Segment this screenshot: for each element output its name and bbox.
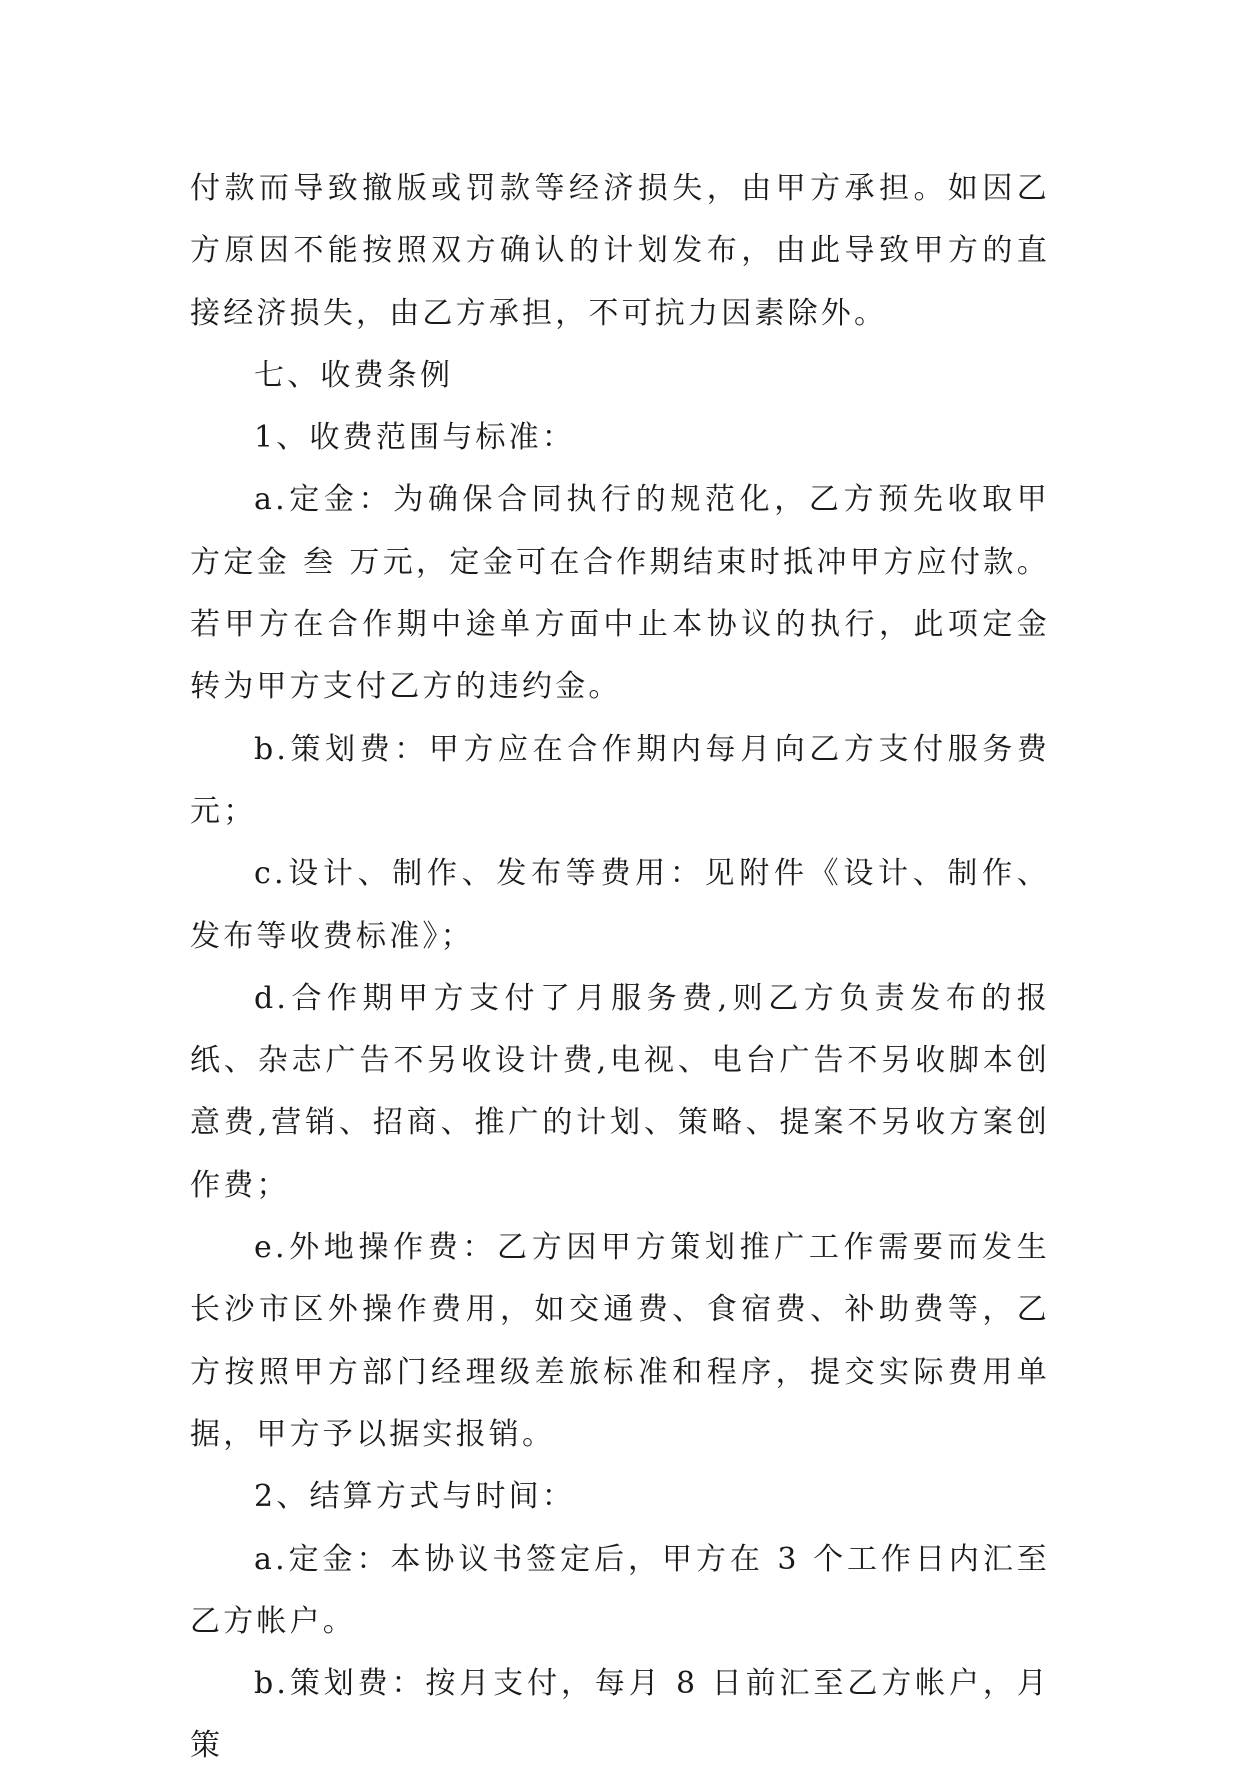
section-heading-fee-terms: 七、收费条例 <box>254 357 454 393</box>
subheading-settlement: 2、结算方式与时间： <box>254 1479 576 1515</box>
paragraph-deposit-payment: a.定金：本协议书签定后，甲方在 3 个工作日内汇至乙方帐户。 <box>190 1541 1050 1639</box>
document-body <box>190 158 1050 1778</box>
paragraph-design-fees: c.设计、制作、发布等费用：见附件《设计、制作、发布等收费标准》； <box>190 856 1050 954</box>
paragraph-deposit: a.定金：为确保合同执行的规范化，乙方预先收取甲方定金 叁 万元，定金可在合作期结束时抵冲甲方应付款。若甲方在合作期中途单方面中止本协议的执行，此项定金转为甲方支付乙方的违约金。 <box>190 482 1050 705</box>
paragraph-planning-fee: b.策划费：甲方应在合作期内每月向乙方支付服务费元； <box>190 731 1050 829</box>
paragraph-monthly-service: d.合作期甲方支付了月服务费,则乙方负责发布的报纸、杂志广告不另收设计费,电视、电台广告不另收脚本创意费,营销、招商、推广的计划、策略、提案不另收方案创作费； <box>190 980 1050 1203</box>
paragraph-planning-fee-payment: b.策划费：按月支付，每月 8 日前汇至乙方帐户，月策 <box>190 1666 1050 1764</box>
subheading-fee-scope: 1、收费范围与标准： <box>254 420 576 456</box>
paragraph-outside-fees: e.外地操作费：乙方因甲方策划推广工作需要而发生长沙市区外操作费用，如交通费、食宿费、补助费等，乙方按照甲方部门经理级差旅标准和程序，提交实际费用单据，甲方予以据实报销。 <box>190 1230 1050 1452</box>
paragraph-loss-liability: 付款而导致撤版或罚款等经济损失，由甲方承担。如因乙方原因不能按照双方确认的计划发布，由此导致甲方的直接经济损失，由乙方承担，不可抗力因素除外。 <box>190 171 1050 331</box>
